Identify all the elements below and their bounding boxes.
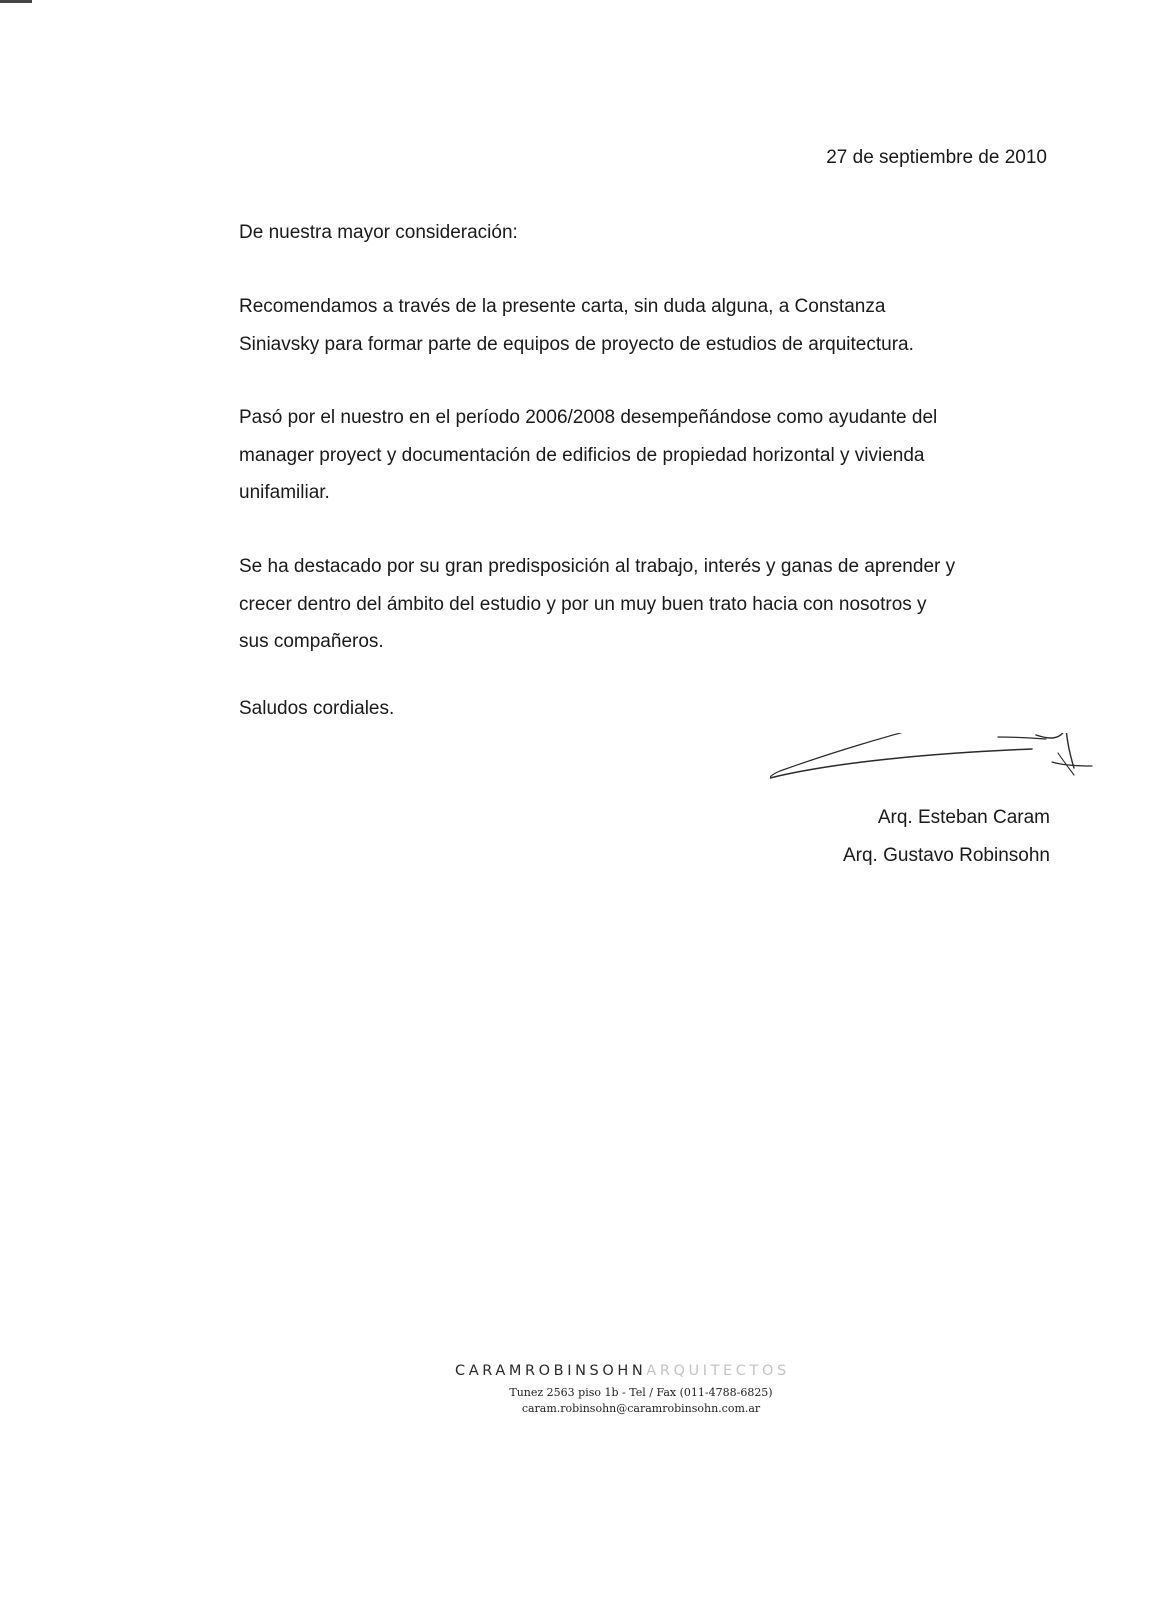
letter-date: 27 de septiembre de 2010: [826, 147, 1047, 168]
brand-arquitectos: ARQUITECTOS: [646, 1363, 790, 1379]
paragraph-line: Se ha destacado por su gran predisposición al trabajo, interés y ganas de aprender y: [239, 556, 956, 577]
handwritten-signature: [770, 733, 1118, 803]
paragraph-recommendation: [239, 288, 1059, 363]
paragraph-line: manager proyect y documentación de edificios de propiedad horizontal y vivienda: [239, 444, 925, 466]
paragraph-qualities: [239, 548, 1059, 661]
paragraph-line: Pasó por el nuestro en el período 2006/2008 desempeñándose como ayudante del: [239, 407, 938, 428]
paragraph-line: sus compañeros.: [239, 631, 384, 652]
footer-email: caram.robinsohn@caramrobinsohn.com.ar: [521, 1402, 761, 1415]
salutation: De nuestra mayor consideración:: [239, 222, 518, 243]
paragraph-experience: [239, 399, 1059, 512]
paragraph-line: crecer dentro del ámbito del estudio y por un muy buen trato hacia con nosotros y: [239, 593, 927, 615]
brand-robinsohn: ROBINSOHN: [524, 1363, 647, 1379]
brand-caram: CARAM: [455, 1363, 525, 1379]
paragraph-line: Siniavsky para formar parte de equipos de proyecto de estudios de arquitectura.: [239, 333, 914, 355]
footer-address: Tunez 2563 piso 1b - Tel / Fax (011-4788-6825): [509, 1386, 773, 1399]
paragraph-line: unifamiliar.: [239, 482, 330, 503]
scan-edge-mark: [0, 0, 32, 3]
signer-name: Arq. Gustavo Robinsohn: [842, 845, 1050, 866]
signer-name: Arq. Esteban Caram: [877, 807, 1050, 828]
letterhead-logo: [455, 1363, 790, 1379]
paragraph-line: Recomendamos a través de la presente carta, sin duda alguna, a Constanza: [239, 296, 886, 317]
closing: Saludos cordiales.: [239, 698, 395, 719]
